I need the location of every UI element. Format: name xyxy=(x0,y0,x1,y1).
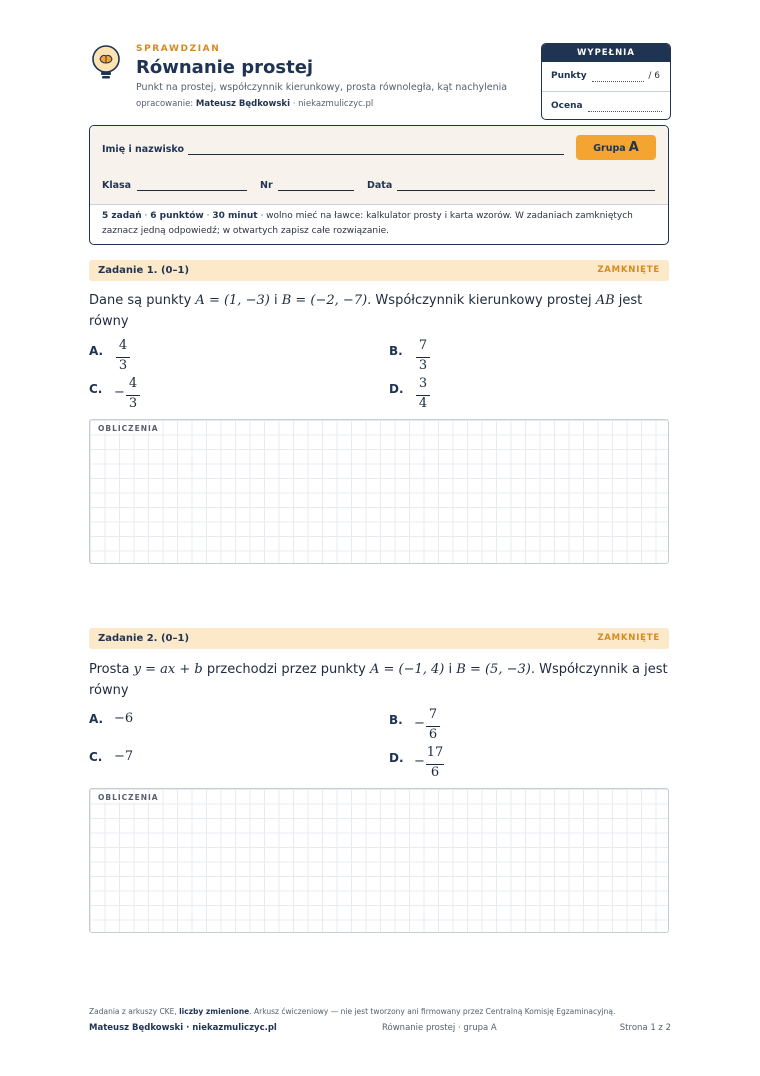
option-fraction xyxy=(414,377,454,421)
page-number: Strona 1 z 2 xyxy=(619,1023,671,1033)
task-2-tag: ZAMKNIĘTE xyxy=(597,633,660,643)
exam-rules xyxy=(102,209,658,238)
task-1-text-4: równy xyxy=(89,314,129,329)
task-2-text-1: Prosta xyxy=(89,662,130,677)
option-letter: B. xyxy=(389,344,403,358)
class-field[interactable] xyxy=(137,190,247,191)
task-2-option-a[interactable] xyxy=(89,708,289,748)
footer-brand: Mateusz Będkowski · niekazmuliczyc.pl xyxy=(89,1023,277,1033)
author-line xyxy=(136,99,373,109)
lightbulb-brain-icon xyxy=(90,44,122,82)
task-2-point-b: B = (5, −3) xyxy=(456,662,531,677)
page-subtitle: Punkt na prostej, współczynnik kierunkowy, prosta równoległa, kąt nachylenia xyxy=(136,82,508,93)
option-fraction xyxy=(414,746,454,790)
task-1-option-b[interactable] xyxy=(389,339,589,379)
fraction-numerator: 17 xyxy=(426,745,444,760)
task-2-title: Zadanie 2. (0–1) xyxy=(98,633,190,644)
group-label: Grupa xyxy=(593,143,626,154)
task-1-option-d[interactable] xyxy=(389,377,589,417)
group-badge xyxy=(576,135,656,160)
task-1-line: AB xyxy=(595,293,615,308)
task-1-point-b: B = (−2, −7) xyxy=(281,293,368,308)
student-info-box xyxy=(89,125,669,245)
points-field[interactable] xyxy=(592,81,644,82)
author-name: Mateusz Będkowski xyxy=(195,99,291,109)
footer-note-bold: liczby zmienione xyxy=(179,1007,250,1016)
task-2-option-c[interactable] xyxy=(89,746,289,786)
option-value: −6 xyxy=(114,711,134,726)
task-1-question xyxy=(89,290,674,332)
task-1-text-3: jest xyxy=(618,293,643,308)
rules-sep-1: · xyxy=(144,211,148,221)
points-max: / 6 xyxy=(648,71,660,81)
author-site: · niekazmuliczyc.pl xyxy=(292,99,374,109)
fraction-denominator: 4 xyxy=(418,396,428,411)
teacher-box-heading: WYPEŁNIA NAUCZYCIEL xyxy=(542,44,670,62)
task-1-option-a[interactable] xyxy=(89,339,289,379)
number-field[interactable] xyxy=(278,190,354,191)
rules-points: 6 punktów xyxy=(150,211,204,221)
option-letter: B. xyxy=(389,713,403,727)
option-fraction xyxy=(114,377,154,421)
option-value: −7 xyxy=(114,749,134,764)
fraction-sign: − xyxy=(414,716,425,731)
fraction-numerator: 3 xyxy=(418,376,428,391)
footer-note-1: Zadania z arkuszy CKE, xyxy=(89,1007,177,1016)
rules-tasks: 5 zadań xyxy=(102,211,142,221)
fraction-sign: − xyxy=(414,754,425,769)
date-field[interactable] xyxy=(397,190,655,191)
fraction-denominator: 3 xyxy=(418,358,428,373)
fraction-numerator: 7 xyxy=(428,707,438,722)
task-2-header xyxy=(89,628,669,649)
option-letter: A. xyxy=(89,344,104,358)
task-2-calculation-area[interactable] xyxy=(89,788,669,933)
task-1-point-a: A = (1, −3) xyxy=(195,293,270,308)
task-1-option-c[interactable] xyxy=(89,377,289,417)
points-label: Punkty xyxy=(551,71,587,81)
class-label: Klasa xyxy=(102,180,132,191)
calc-label: OBLICZENIA xyxy=(98,424,159,433)
task-1-text-1: Dane są punkty xyxy=(89,293,192,308)
task-2-point-a: A = (−1, 4) xyxy=(369,662,445,677)
date-label: Data xyxy=(367,180,393,191)
footer-center: Równanie prostej · grupa A xyxy=(382,1023,497,1033)
fraction-denominator: 6 xyxy=(428,727,438,742)
task-2-text-3: . Współczynnik a jest xyxy=(530,662,668,677)
grade-field[interactable] xyxy=(588,111,662,112)
option-letter: C. xyxy=(89,750,103,764)
author-prefix: opracowanie: xyxy=(136,99,194,109)
fraction-numerator: 4 xyxy=(128,376,138,391)
fraction-sign: − xyxy=(114,385,125,400)
number-label: Nr xyxy=(260,180,273,191)
fraction-denominator: 6 xyxy=(430,765,440,780)
task-2-text-and: i xyxy=(448,662,453,677)
grade-row xyxy=(542,91,670,120)
task-2-question xyxy=(89,659,674,701)
option-letter: D. xyxy=(389,751,404,765)
fraction-denominator: 3 xyxy=(118,358,128,373)
student-fields xyxy=(90,126,668,205)
task-2-text-2: przechodzi przez punkty xyxy=(206,662,366,677)
option-letter: D. xyxy=(389,382,404,396)
task-1-tag: ZAMKNIĘTE xyxy=(597,265,660,275)
worksheet-kicker: SPRAWDZIAN xyxy=(136,44,221,54)
task-2-text-4: równy xyxy=(89,683,129,698)
group-value: A xyxy=(628,140,639,155)
option-letter: C. xyxy=(89,382,103,396)
rules-sep-2: · xyxy=(206,211,210,221)
task-1-text-2: . Współczynnik kierunkowy prostej xyxy=(367,293,592,308)
fraction-denominator: 3 xyxy=(128,396,138,411)
option-letter: A. xyxy=(89,712,104,726)
points-row xyxy=(542,62,670,91)
name-label: Imię i nazwisko xyxy=(102,144,184,155)
page-title: Równanie prostej xyxy=(136,57,314,78)
task-1-calculation-area[interactable] xyxy=(89,419,669,564)
teacher-box xyxy=(541,43,671,120)
rules-time: 30 minut xyxy=(212,211,258,221)
footer-note xyxy=(89,1007,671,1016)
name-field[interactable] xyxy=(188,154,564,155)
fraction-numerator: 7 xyxy=(418,338,428,353)
task-2-option-d[interactable] xyxy=(389,746,589,786)
task-2-option-b[interactable] xyxy=(389,708,589,748)
fraction-numerator: 4 xyxy=(118,338,128,353)
calc-label: OBLICZENIA xyxy=(98,793,159,802)
task-2-equation: y = ax + b xyxy=(133,662,203,677)
task-1-text-and: i xyxy=(273,293,278,308)
footer-note-2: . Arkusz ćwiczeniowy — nie jest tworzony ani firmowany przez Centralną Komisję Egzaminacyjną. xyxy=(249,1007,616,1016)
rules-text: · wolno mieć na ławce: kalkulator prosty i karta wzorów. W zadaniach zamkniętych zaznacz jedną odpowiedź; w otwartych zapisz całe rozwiązanie. xyxy=(102,211,633,236)
grade-label: Ocena xyxy=(551,101,583,111)
task-1-header xyxy=(89,260,669,281)
task-1-title: Zadanie 1. (0–1) xyxy=(98,265,190,276)
